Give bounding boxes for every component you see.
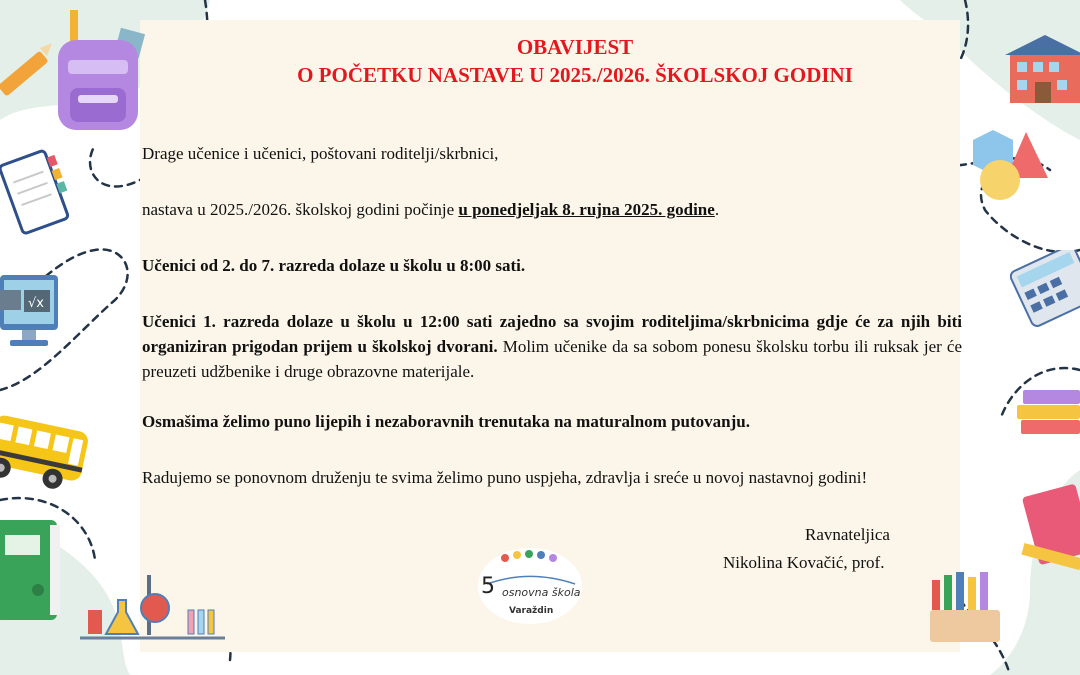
- grade-1-bold: Učenici 1. razreda dolaze u školu u 12:00 sati zajedno sa svojim roditeljima/skrbnicima gdje će za njih biti organiziran prigodan prijem u školskoj dvorani.: [142, 312, 962, 356]
- closing-paragraph: Radujemo se ponovnom druženju te svima želimo puno uspjeha, zdravlja i sreće u novoj nastavnoj godini!: [142, 468, 868, 487]
- grade-1-notice: [142, 309, 962, 384]
- start-suffix: .: [714, 200, 720, 219]
- backpack-icon: [48, 10, 153, 135]
- school-bus-icon: [0, 405, 95, 500]
- grades-2-7-notice: Učenici od 2. do 7. razreda dolaze u školu u 8:00 sati.: [142, 256, 526, 275]
- start-paragraph: [142, 197, 962, 222]
- geometric-shapes-icon: [968, 120, 1053, 205]
- greeting: Drage učenice i učenici, poštovani roditelji/skrbnici,: [142, 144, 499, 163]
- notebook-icon: [0, 145, 75, 240]
- notice-title: OBAVIJEST: [516, 35, 634, 59]
- school-logo-name: osnovna škola: [502, 586, 581, 599]
- school-building-icon: [1005, 30, 1080, 105]
- books-stack-icon: [1015, 385, 1080, 445]
- computer-icon: [0, 270, 65, 355]
- school-logo-number: 5: [481, 574, 495, 599]
- svg-text:√x: √x: [28, 296, 44, 311]
- signature-role: Ravnateljica: [805, 525, 890, 544]
- school-logo-city: Varaždin: [509, 606, 554, 616]
- start-prefix: nastava u 2025./2026. školskoj godini počinje: [142, 200, 459, 219]
- lab-flasks-icon: [80, 570, 230, 645]
- eighth-graders-notice: Osmašima želimo puno lijepih i nezaboravnih trenutaka na maturalnom putovanju.: [142, 412, 750, 431]
- calculator-icon: [1010, 250, 1080, 335]
- grade-1-rest: Molim učenike da sa sobom ponesu školsku torbu ili ruksak jer će preuzeti udžbenike i druge obrazovne materijale.: [142, 337, 963, 381]
- school-logo: [475, 544, 585, 624]
- book-icon: [0, 515, 70, 625]
- crayons-icon: [920, 480, 1080, 650]
- signature-name: Nikolina Kovačić, prof.: [723, 553, 885, 572]
- start-date: u ponedjeljak 8. rujna 2025. godine: [458, 200, 715, 219]
- notice-subtitle: O POČETKU NASTAVE U 2025./2026. ŠKOLSKOJ GODINI: [297, 63, 853, 87]
